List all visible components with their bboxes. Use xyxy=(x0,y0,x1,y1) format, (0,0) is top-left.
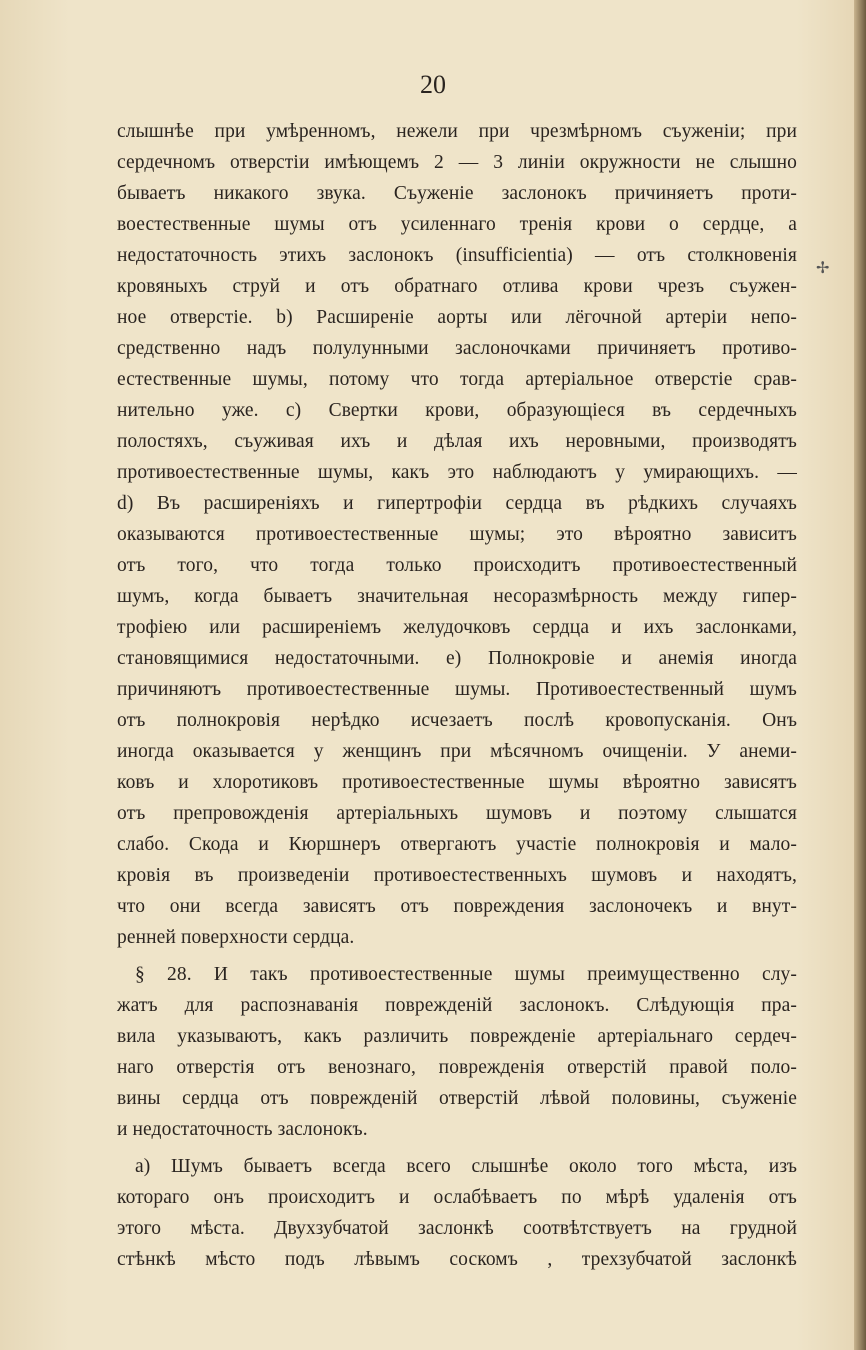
text-line: котораго онъ происходитъ и ослабѣваетъ по мѣрѣ удаленія отъ xyxy=(117,1187,797,1208)
text-line: ренней поверхности сердца. xyxy=(117,927,355,948)
text-line: слабо. Скода и Кюршнеръ отвергаютъ участіе полнокровія и мало- xyxy=(117,834,797,855)
text-line: кровія въ произведеніи противоестественныхъ шумовъ и находятъ, xyxy=(117,865,797,886)
text-line: вины сердца отъ поврежденій отверстій лѣвой половины, съуженіе xyxy=(117,1088,797,1109)
text-line: отъ препровожденія артеріальныхъ шумовъ и поэтому слышатся xyxy=(117,803,797,824)
text-line: отъ того, что тогда только происходитъ противоестественный xyxy=(117,555,797,576)
text-line: полостяхъ, съуживая ихъ и дѣлая ихъ неровными, производятъ xyxy=(117,431,797,452)
text-line: этого мѣста. Двухзубчатой заслонкѣ соотвѣтствуетъ на грудной xyxy=(117,1218,797,1239)
text-line: шумъ, когда бываетъ значительная несоразмѣрность между гипер- xyxy=(117,586,797,607)
body-text xyxy=(117,116,797,1275)
page-edge-shadow xyxy=(854,0,866,1350)
text-line: вила указываютъ, какъ различить поврежденіе артеріальнаго сердеч- xyxy=(117,1026,797,1047)
text-line: естественные шумы, потому что тогда артеріальное отверстіе срав- xyxy=(117,369,797,390)
text-line: средственно надъ полулунными заслоночками причиняетъ противо- xyxy=(117,338,797,359)
page-number: 20 xyxy=(420,70,446,99)
text-line: становящимися недостаточными. e) Полнокровіе и анемія иногда xyxy=(117,648,797,669)
text-line: кровяныхъ струй и отъ обратнаго отлива крови чрезъ съужен- xyxy=(117,276,797,297)
text-line: ковъ и хлоротиковъ противоестественные шумы вѣроятно зависятъ xyxy=(117,772,797,793)
text-line: ное отверстіе. b) Расширеніе аорты или лёгочной артеріи непо- xyxy=(117,307,797,328)
margin-mark: ✢ xyxy=(816,260,830,277)
text-line: d) Въ расширеніяхъ и гипертрофіи сердца въ рѣдкихъ случаяхъ xyxy=(117,493,797,514)
text-line: недостаточность этихъ заслонокъ (insufficientia) — отъ столкновенія xyxy=(117,245,797,266)
text-line: иногда оказывается у женщинъ при мѣсячномъ очищеніи. У анеми- xyxy=(117,741,797,762)
text-line: слышнѣе при умѣренномъ, нежели при чрезмѣрномъ съуженіи; при xyxy=(117,121,797,142)
text-line: и недостаточность заслонокъ. xyxy=(117,1119,368,1140)
text-line: а) Шумъ бываетъ всегда всего слышнѣе около того мѣста, изъ xyxy=(135,1156,797,1177)
text-line: наго отверстія отъ венознаго, поврежденія отверстій правой поло- xyxy=(117,1057,797,1078)
text-line: воестественные шумы отъ усиленнаго тренія крови о сердце, а xyxy=(117,214,797,235)
text-line: стѣнкѣ мѣсто подъ лѣвымъ соскомъ , трехзубчатой заслонкѣ xyxy=(117,1249,797,1270)
text-line: отъ полнокровія нерѣдко исчезаетъ послѣ кровопусканія. Онъ xyxy=(117,710,797,731)
text-line: оказываются противоестественные шумы; это вѣроятно зависитъ xyxy=(117,524,797,545)
text-line: противоестественные шумы, какъ это наблюдаютъ у умирающихъ. — xyxy=(117,462,797,483)
text-line: причиняютъ противоестественные шумы. Противоестественный шумъ xyxy=(117,679,797,700)
text-line: жатъ для распознаванія поврежденій заслонокъ. Слѣдующія пра- xyxy=(117,995,797,1016)
section-heading-line: § 28. И такъ противоестественные шумы преимущественно слу- xyxy=(135,964,797,985)
text-line: что они всегда зависятъ отъ повреждения заслоночекъ и внут- xyxy=(117,896,797,917)
text-line: нительно уже. c) Свертки крови, образующіеся въ сердечныхъ xyxy=(117,400,797,421)
text-line: сердечномъ отверстіи имѣющемъ 2 — 3 линіи окружности не слышно xyxy=(117,152,797,173)
text-line: трофіею или расширеніемъ желудочковъ сердца и ихъ заслонками, xyxy=(117,617,797,638)
text-line: бываетъ никакого звука. Съуженіе заслонокъ причиняетъ проти- xyxy=(117,183,797,204)
